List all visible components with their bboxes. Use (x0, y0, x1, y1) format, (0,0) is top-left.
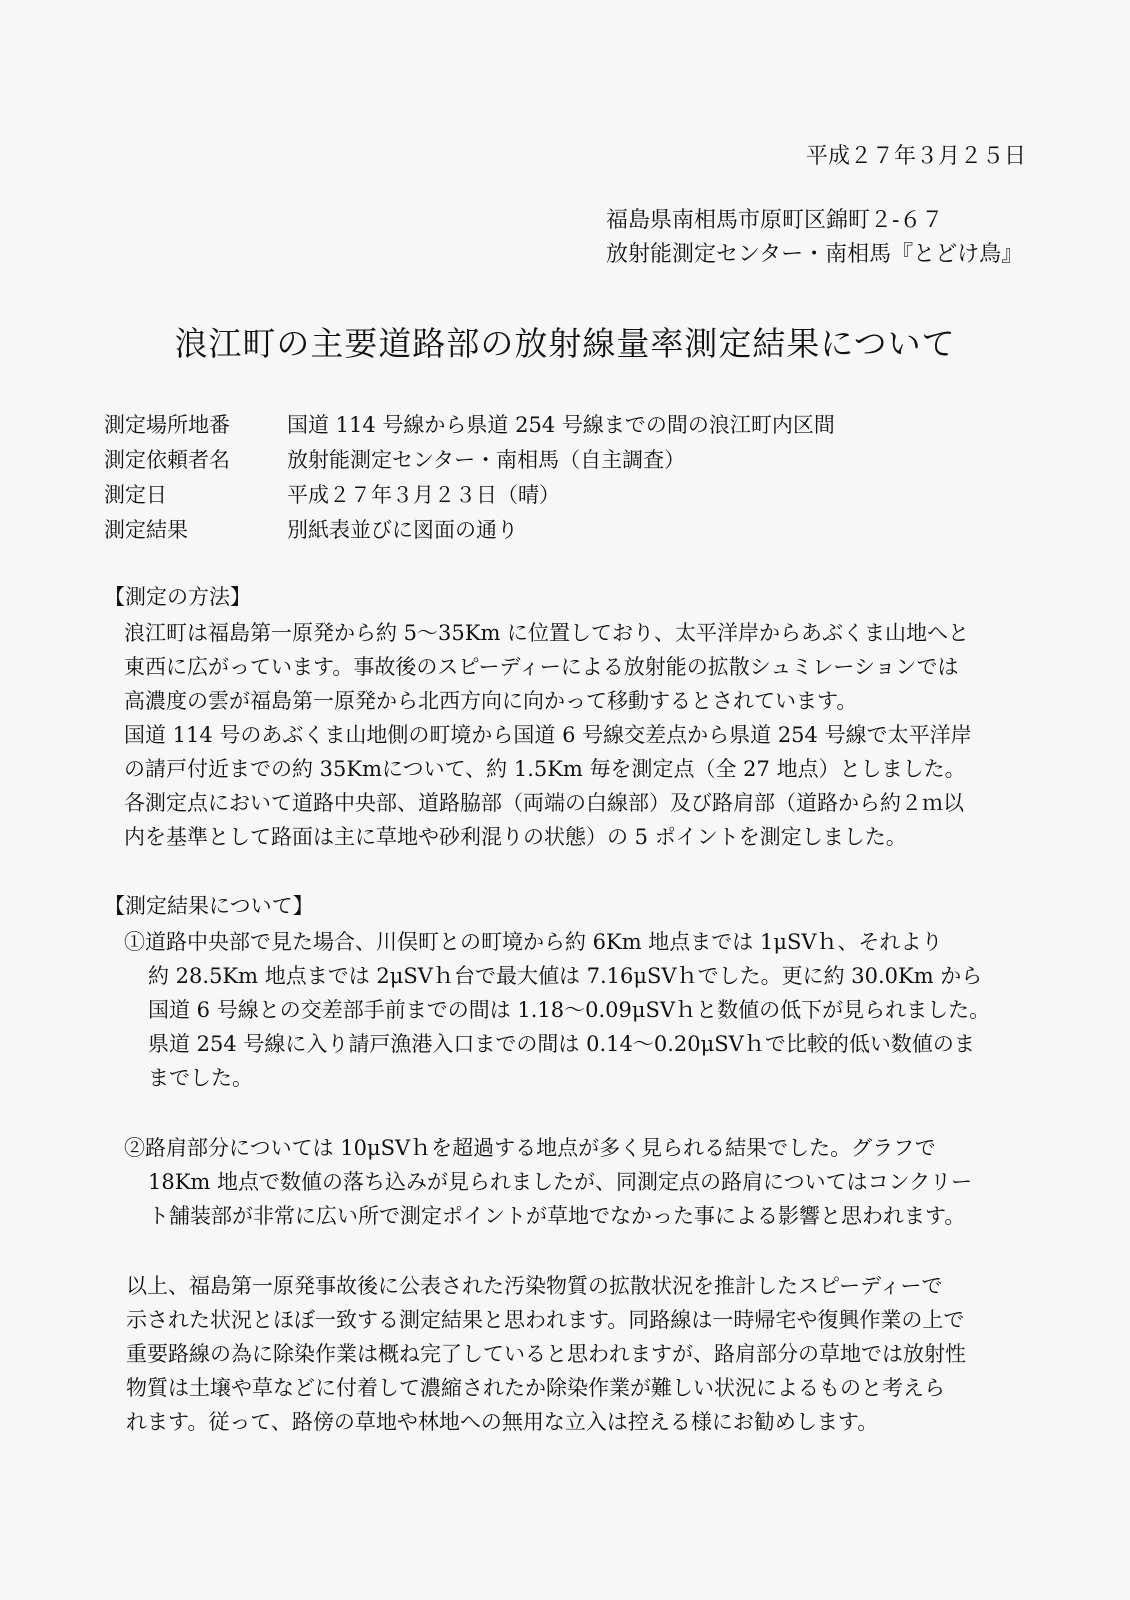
info-value: 別紙表並びに図面の通り (287, 518, 518, 542)
conclusion-line: 重要路線の為に除染作業は概ね完了していると思われますが、路肩部分の草地では放射性 (126, 1342, 966, 1366)
method-heading: 【測定の方法】 (104, 585, 251, 609)
info-label: 測定依頼者名 (104, 448, 230, 472)
method-line: の請戸付近までの約 35Kmについて、約 1.5Km 毎を測定点（全 27 地点）としました。 (124, 757, 966, 781)
method-line: 内を基準として路面は主に草地や砂利混りの状態）の 5 ポイントを測定しました。 (124, 825, 907, 849)
result-line: ①道路中央部で見た場合、川俣町との町境から約 6Km 地点までは 1μSVｈ、それより (124, 930, 943, 954)
document-date: 平成２７年３月２５日 (805, 144, 1026, 169)
paragraph-spacer (104, 1095, 1044, 1131)
result-item-1 (104, 925, 1044, 1095)
info-label: 測定結果 (104, 518, 188, 542)
method-section (104, 578, 1044, 854)
organization-block (606, 204, 1023, 272)
result-item-2 (104, 1131, 1044, 1233)
info-value: 国道 114 号線から県道 254 号線までの間の浪江町内区間 (287, 413, 835, 437)
info-row (104, 408, 835, 443)
organization-address: 福島県南相馬市原町区錦町２-６７ (606, 208, 944, 233)
info-label: 測定日 (104, 483, 167, 507)
method-line: 国道 114 号のあぶくま山地側の町境から国道 6 号線交差点から県道 254 号線で太平洋岸 (124, 723, 972, 747)
paragraph-spacer (104, 1233, 1044, 1269)
info-row (104, 513, 835, 548)
document-title: 浪江町の主要道路部の放射線量率測定結果について (174, 324, 956, 363)
info-value: 平成２７年３月２３日（晴） (287, 483, 560, 507)
results-section (104, 887, 1044, 1439)
organization-name: 放射能測定センター・南相馬『とどけ鳥』 (606, 242, 1024, 267)
info-row (104, 478, 835, 513)
method-line: 浪江町は福島第一原発から約 5～35Km に位置しており、太平洋岸からあぶくま山地へと (124, 621, 970, 645)
method-line: 各測定点において道路中央部、道路脇部（両端の白線部）及び路肩部（道路から約２ｍ以 (124, 791, 964, 815)
method-line: 東西に広がっています。事故後のスピーディーによる放射能の拡散シュミレーションでは (124, 655, 959, 679)
method-line: 高濃度の雲が福島第一原発から北西方向に向かって移動するとされています。 (124, 689, 858, 713)
info-value: 放射能測定センター・南相馬（自主調査） (287, 448, 686, 472)
conclusion-line: 示された状況とほぼ一致する測定結果と思われます。同路線は一時帰宅や復興作業の上で (126, 1308, 965, 1332)
result-line: ト舗装部が非常に広い所で測定ポイントが草地でなかった事による影響と思われます。 (148, 1204, 966, 1228)
info-row (104, 443, 835, 478)
result-line: ②路肩部分については 10μSVｈを超過する地点が多く見られる結果でした。グラフで (124, 1136, 936, 1160)
info-table (104, 408, 835, 548)
result-line: までした。 (148, 1066, 253, 1090)
result-line: 県道 254 号線に入り請戸漁港入口までの間は 0.14～0.20μSVｈで比較的低い数値のま (148, 1032, 975, 1056)
result-line: 国道 6 号線との交差部手前までの間は 1.18～0.09μSVｈと数値の低下が見られました。 (148, 998, 991, 1022)
conclusion-line: 物質は土壌や草などに付着して濃縮されたか除染作業が難しい状況によるものと考えら (126, 1376, 945, 1400)
result-line: 約 28.5Km 地点までは 2μSVｈ台で最大値は 7.16μSVｈでした。更に約 30.0Km から (148, 964, 983, 988)
conclusion-line: れます。従って、路傍の草地や林地への無用な立入は控える様にお勧めします。 (126, 1410, 879, 1434)
conclusion-line: 以上、福島第一原発事故後に公表された汚染物質の拡散状況を推計したスピーディーで (126, 1274, 943, 1298)
info-label: 測定場所地番 (104, 413, 230, 437)
results-heading: 【測定結果について】 (104, 894, 314, 918)
result-line: 18Km 地点で数値の落ち込みが見られましたが、同測定点の路肩についてはコンクリー (148, 1170, 973, 1194)
conclusion-paragraph (104, 1269, 1044, 1439)
